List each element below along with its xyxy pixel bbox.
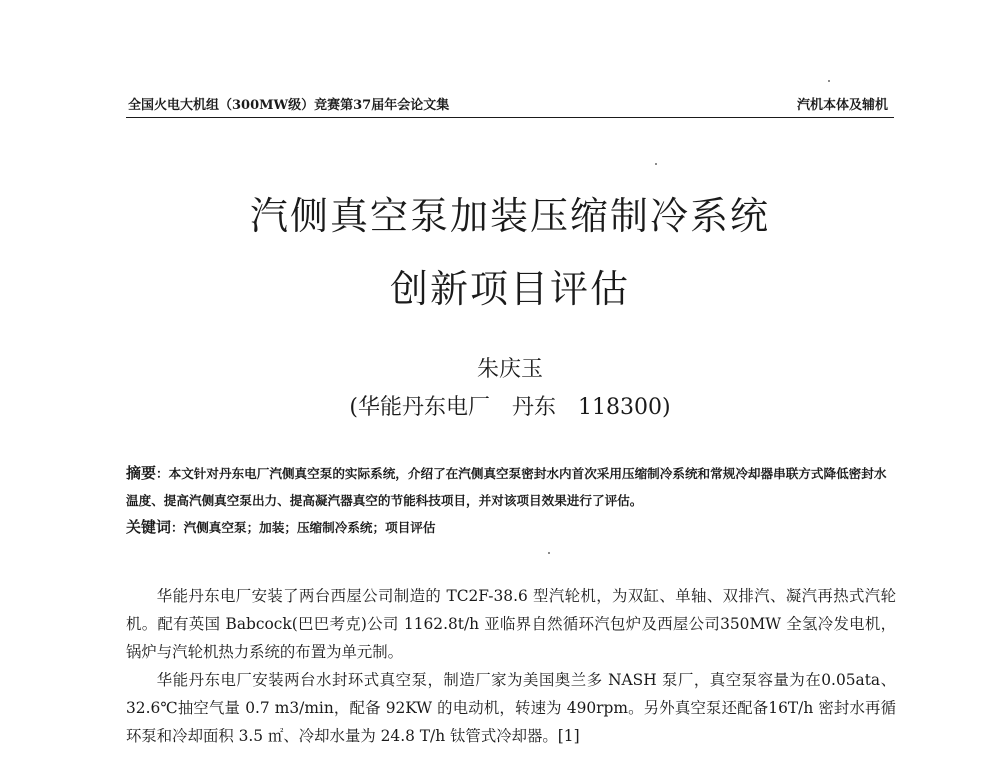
scan-speck: [655, 163, 657, 165]
header-rule: [126, 117, 894, 118]
abstract-label-colon: ：: [156, 466, 169, 481]
keywords-text: 汽侧真空泵；加装；压缩制冷系统；项目评估: [183, 520, 436, 535]
author-name: 朱庆玉: [476, 357, 543, 382]
keywords-label-colon: ：: [171, 520, 184, 535]
author-affiliation: (华能丹东电厂 丹东 118300): [349, 395, 671, 420]
abstract-block: [126, 460, 896, 541]
running-header-left: 全国火电大机组（300MW级）竞赛第37届年会论文集: [128, 98, 450, 113]
scan-speck: [548, 552, 550, 554]
keywords: [126, 514, 896, 541]
abstract-label: 摘要: [126, 464, 157, 482]
body-paragraph: 华能丹东电厂安装了两台西屋公司制造的 TC2F-38.6 型汽轮机，为双缸、单轴、双排汽、凝汽再热式汽轮机。配有英国 Babcock(巴巴考克)公司 1162.8t/h 亚临界自然循环汽包炉及西屋公司350MW 全氢冷发电机，锅炉与汽轮机热力系统的布置为单元制。: [126, 587, 896, 661]
running-header-right: 汽机本体及辅机: [796, 98, 888, 113]
paper-title-line-1: 汽侧真空泵加装压缩制冷系统: [249, 194, 770, 238]
scan-speck: [828, 80, 830, 82]
body-text: [126, 582, 896, 750]
keywords-label: 关键词: [126, 518, 172, 536]
abstract: [126, 460, 896, 514]
paper-title-line-2: 创新项目评估: [389, 267, 630, 311]
body-paragraph: 华能丹东电厂安装两台水封环式真空泵，制造厂家为美国奥兰多 NASH 泵厂，真空泵容量为在0.05ata、32.6℃抽空气量 0.7 m3/min，配备 92KW 的电动机，转速为 490rpm。另外真空泵还配备16T/h 密封水再循环泵和冷却面积 3.5 ㎡、冷却水量为 24.8 T/h 钛管式冷却器。[1]: [126, 671, 896, 745]
abstract-text: 本文针对丹东电厂汽侧真空泵的实际系统，介绍了在汽侧真空泵密封水内首次采用压缩制冷系统和常规冷却器串联方式降低密封水温度、提高汽侧真空泵出力、提高凝汽器真空的节能科技项目，并对该项目效果进行了评估。: [126, 466, 887, 508]
